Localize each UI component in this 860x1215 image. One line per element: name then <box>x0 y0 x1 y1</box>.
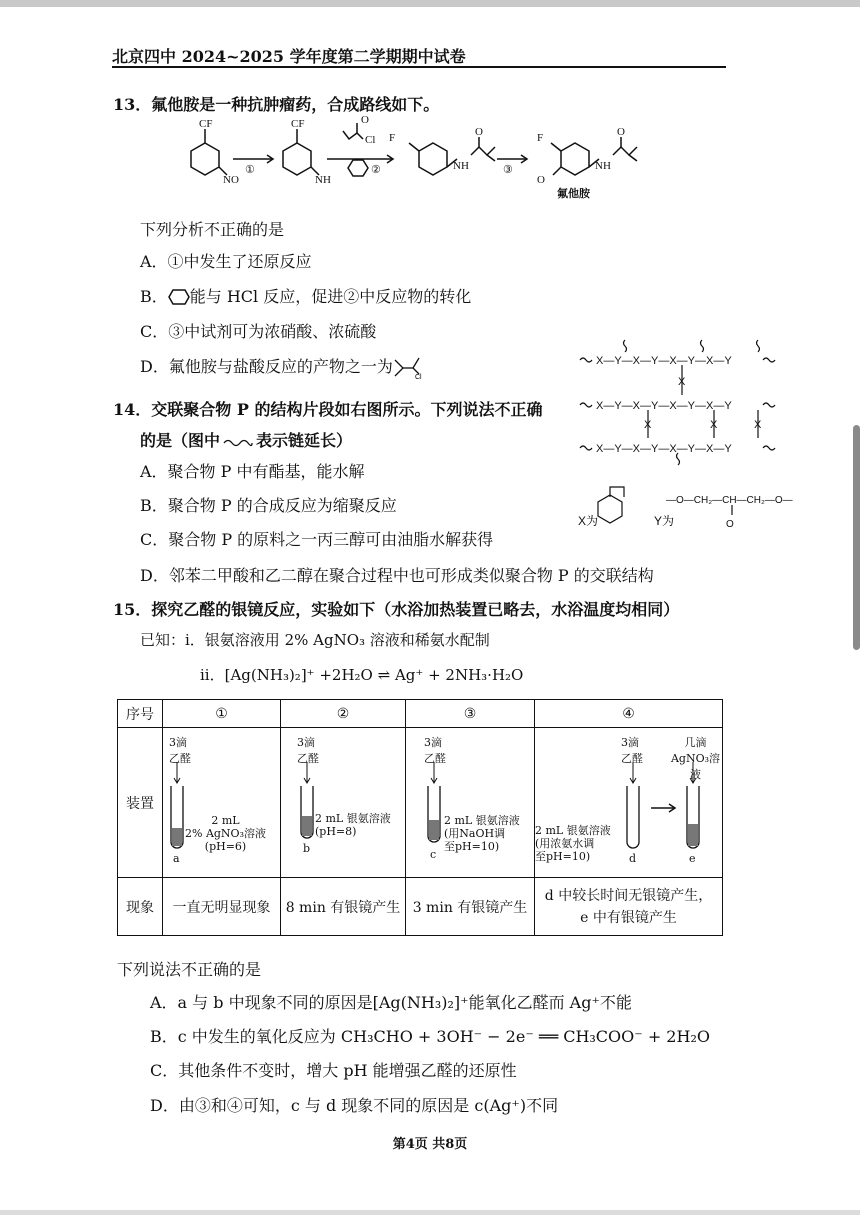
q13-prompt: 下列分析不正确的是 <box>140 220 285 239</box>
table-head-3: ③ <box>406 700 535 728</box>
phenomenon-1: 一直无明显现象 <box>163 878 281 936</box>
q14-option-c[interactable]: C．聚合物 P 的原料之一丙三醇可由油脂水解获得 <box>140 530 494 549</box>
cf3-label-1: CF <box>199 118 213 130</box>
q14-option-d[interactable]: D．邻苯二甲酸和乙二醇在聚合过程中也可形成类似聚合物 P 的交联结构 <box>140 566 654 585</box>
q13-synthesis-scheme <box>175 115 665 200</box>
chain-extension-icon <box>223 438 253 448</box>
q13-option-b[interactable] <box>140 284 471 307</box>
pyridine-icon <box>168 288 190 306</box>
table-head-1: ① <box>163 700 281 728</box>
cross-link-4: X <box>754 419 762 431</box>
header-rule <box>112 66 726 68</box>
x-label: X为 <box>578 514 599 528</box>
cl-label-1: Cl <box>365 134 376 146</box>
row-label-phenomenon: 现象 <box>118 878 163 936</box>
f3c-label-1: F <box>389 132 396 144</box>
q14-stem-line2: 的是（图中 表示链延长） <box>140 431 353 450</box>
cross-link-2: X <box>644 419 652 431</box>
q15-prompt: 下列说法不正确的是 <box>117 960 262 979</box>
step1-label: ① <box>245 164 255 176</box>
y-formula: —O—CH₂—CH—CH₂—O— <box>666 495 793 506</box>
option-b-text: 能与 HCl 反应，促进②中反应物的转化 <box>189 287 472 306</box>
row-label-apparatus: 装置 <box>118 728 163 878</box>
q13-option-d[interactable] <box>140 354 429 380</box>
phenomenon-3: 3 min 有银镜产生 <box>406 878 535 936</box>
q14-option-a[interactable]: A．聚合物 P 中有酯基，能水解 <box>140 462 365 481</box>
q15-known-2: ii．[Ag(NH₃)₂]⁺ +2H₂O ⇌ Ag⁺ + 2NH₃·H₂O <box>200 666 524 684</box>
y-label: Y为 <box>654 514 675 528</box>
bottom-bar <box>0 1210 860 1215</box>
scrollbar-thumb[interactable] <box>853 425 860 650</box>
apparatus-1: 3滴 乙醛 2 mL 2% AgNO₃溶液 (pH=6) a <box>163 728 281 878</box>
nh-label-1: NH <box>453 160 469 172</box>
phenomenon-2: 8 min 有银镜产生 <box>281 878 406 936</box>
q15-stem: 15．探究乙醛的银镜反应，实验如下（水浴加热装置已略去，水浴温度均相同） <box>113 600 680 619</box>
apparatus-2: 3滴 乙醛 2 mL 银氨溶液 (pH=8) b <box>281 728 406 878</box>
o-label-3: O <box>617 126 625 138</box>
nh-label-2: NH <box>595 160 611 172</box>
chain-row-3: X—Y—X—Y—X—Y—X—Y <box>596 443 732 455</box>
nh2-label: NH <box>315 174 331 186</box>
f3c-label-2: F <box>537 132 544 144</box>
phenomenon-4: d 中较长时间无银镜产生， e 中有银镜产生 <box>535 878 723 936</box>
table-head-4: ④ <box>535 700 723 728</box>
o2n-label: O <box>537 174 545 186</box>
top-bar <box>0 0 860 7</box>
exam-header: 北京四中 2024~2025 学年度第二学期期中试卷 <box>112 47 466 66</box>
svg-text:Cl: Cl <box>414 374 422 381</box>
q15-option-c[interactable]: C．其他条件不变时，增大 pH 能增强乙醛的还原性 <box>150 1061 517 1080</box>
o-label-2: O <box>475 126 483 138</box>
product-name: 氟他胺 <box>557 188 590 200</box>
table-head-2: ② <box>281 700 406 728</box>
y-pendant-o: O <box>726 519 734 530</box>
option-b-prefix: B． <box>140 287 168 306</box>
cross-link-1: X <box>678 376 686 388</box>
apparatus-4: 3滴 乙醛 几滴 AgNO₃溶液 2 mL 银氨溶液 (用浓氨水调 至pH=10) d e <box>535 728 723 878</box>
q14-stem: 14．交联聚合物 P 的结构片段如右图所示。下列说法不正确 <box>113 400 543 419</box>
experiment-table <box>117 699 723 936</box>
step3-label: ③ <box>503 164 513 176</box>
cf3-label-2: CF <box>291 118 305 130</box>
chain-row-2: X—Y—X—Y—X—Y—X—Y <box>596 400 732 412</box>
q13-option-a[interactable]: A．①中发生了还原反应 <box>140 252 312 271</box>
cross-link-3: X <box>710 419 718 431</box>
q15-option-d[interactable]: D．由③和④可知，c 与 d 现象不同的原因是 c(Ag⁺)不同 <box>150 1096 559 1115</box>
q14-option-b[interactable]: B．聚合物 P 的合成反应为缩聚反应 <box>140 496 397 515</box>
q15-option-b[interactable]: B．c 中发生的氧化反应为 CH₃CHO + 3OH⁻ − 2e⁻ ══ CH₃COO⁻ + 2H₂O <box>150 1027 710 1046</box>
q13-option-c[interactable]: C．③中试剂可为浓硝酸、浓硫酸 <box>140 322 377 341</box>
step2-label: ② <box>371 164 381 176</box>
q13-stem: 13．氟他胺是一种抗肿瘤药，合成路线如下。 <box>113 95 440 114</box>
acyl-chloride-structure <box>393 354 429 380</box>
o-label-1: O <box>361 114 369 126</box>
q15-known-1: 已知：i．银氨溶液用 2% AgNO₃ 溶液和稀氨水配制 <box>140 631 490 649</box>
q14-polymer-figure <box>578 335 808 535</box>
option-d-text: D．氟他胺与盐酸反应的产物之一为 <box>140 357 393 376</box>
page-footer: 第4页 共8页 <box>392 1137 468 1152</box>
table-head-index: 序号 <box>118 700 163 728</box>
apparatus-3: 3滴 乙醛 2 mL 银氨溶液 (用NaOH调 至pH=10) c <box>406 728 535 878</box>
chain-row-1: X—Y—X—Y—X—Y—X—Y <box>596 355 732 367</box>
no2-label: NO <box>223 174 239 186</box>
q15-option-a[interactable]: A．a 与 b 中现象不同的原因是[Ag(NH₃)₂]⁺能氧化乙醛而 Ag⁺不能 <box>150 993 632 1012</box>
